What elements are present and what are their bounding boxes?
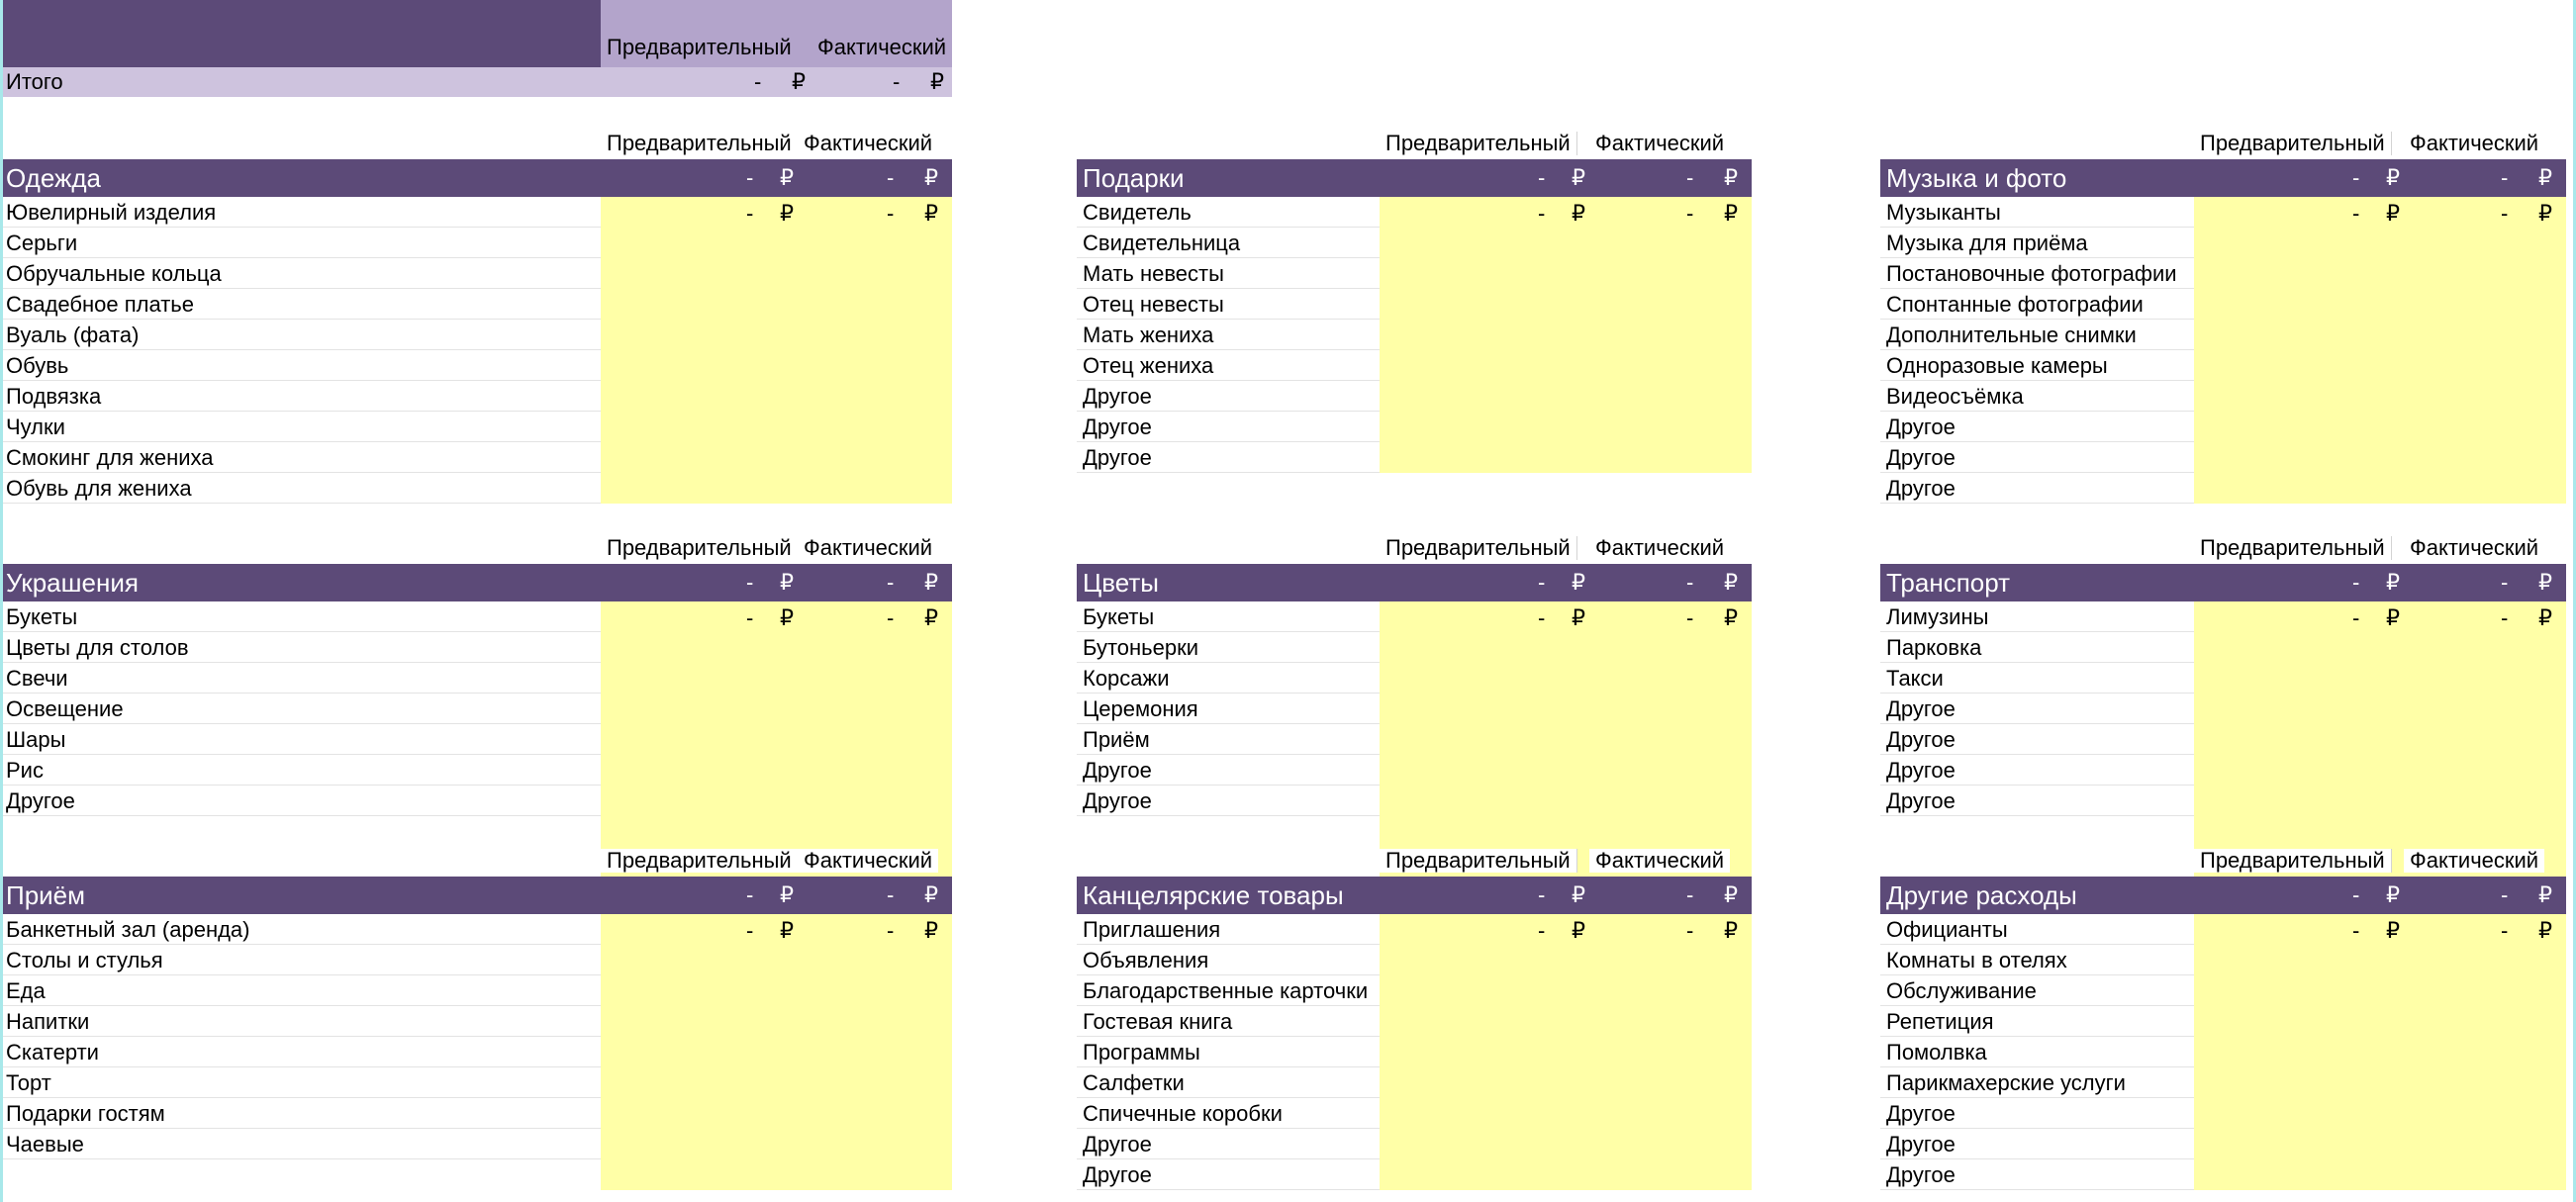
section-3-first-actual-currency: ₽	[924, 605, 938, 630]
section-8-title[interactable]: Другие расходы	[1880, 877, 2566, 914]
expense-item[interactable]: Другое	[1077, 786, 1380, 816]
section-2-actual-total-currency: ₽	[2538, 165, 2552, 190]
expense-item[interactable]: Скатерти	[0, 1037, 601, 1067]
section-3-col-planned[interactable]: Предварительный	[601, 536, 799, 560]
expense-item[interactable]: Другое	[1077, 1129, 1380, 1159]
section-0-title[interactable]: Одежда	[0, 159, 952, 197]
expense-item[interactable]: Рис	[0, 755, 601, 786]
expense-item[interactable]: Напитки	[0, 1006, 601, 1037]
section-4-first-planned[interactable]: -	[1538, 605, 1546, 630]
section-6-col-planned[interactable]: Предварительный	[601, 849, 799, 873]
expense-item[interactable]: Столы и стулья	[0, 945, 601, 975]
section-3-title[interactable]: Украшения	[0, 564, 952, 601]
expense-item[interactable]: Другое	[1077, 1159, 1380, 1190]
expense-item[interactable]: Чаевые	[0, 1129, 601, 1159]
expense-item[interactable]: Обслуживание	[1880, 975, 2194, 1006]
section-4-title[interactable]: Цветы	[1077, 564, 1752, 601]
section-5-planned-total-currency: ₽	[2386, 570, 2400, 595]
section-6-actual-total[interactable]: -	[887, 882, 895, 907]
section-7-first-actual-currency: ₽	[1724, 918, 1738, 943]
section-4-col-actual[interactable]: Фактический	[1589, 536, 1730, 560]
section-0-planned-total-currency: ₽	[780, 165, 794, 190]
expense-item[interactable]: Одноразовые камеры	[1880, 350, 2194, 381]
section-7-first-planned-currency: ₽	[1572, 918, 1585, 943]
section-4-planned-total-currency: ₽	[1572, 570, 1585, 595]
section-5-col-planned[interactable]: Предварительный	[2194, 536, 2392, 560]
expense-item[interactable]: Другое	[1880, 442, 2194, 473]
expense-item[interactable]: Другое	[1880, 1098, 2194, 1129]
section-7-title[interactable]: Канцелярские товары	[1077, 877, 1752, 914]
section-7-first-planned[interactable]: -	[1538, 918, 1546, 943]
section-8-first-actual[interactable]: -	[2501, 918, 2509, 943]
expense-item[interactable]: Благодарственные карточки	[1077, 975, 1380, 1006]
expense-item[interactable]: Видеосъёмка	[1880, 381, 2194, 412]
expense-item[interactable]: Другое	[1880, 473, 2194, 504]
section-5-title[interactable]: Транспорт	[1880, 564, 2566, 601]
section-3-first-planned-currency: ₽	[780, 605, 794, 630]
section-6-input-area[interactable]	[601, 914, 952, 1190]
section-2-first-planned-currency: ₽	[2386, 201, 2400, 226]
section-5-planned-total[interactable]: -	[2352, 570, 2360, 595]
summary-col-planned[interactable]: Предварительный	[607, 35, 792, 59]
expense-item[interactable]: Смокинг для жениха	[0, 442, 601, 473]
section-6-first-actual-currency: ₽	[924, 918, 938, 943]
section-8-first-planned-currency: ₽	[2386, 918, 2400, 943]
section-5-actual-total[interactable]: -	[2501, 570, 2509, 595]
expense-item[interactable]: Церемония	[1077, 693, 1380, 724]
expense-item[interactable]: Спичечные коробки	[1077, 1098, 1380, 1129]
section-1-first-planned[interactable]: -	[1538, 201, 1546, 226]
expense-item[interactable]: Другое	[1077, 381, 1380, 412]
expense-item[interactable]: Другое	[1077, 442, 1380, 473]
expense-item[interactable]: Цветы для столов	[0, 632, 601, 663]
section-3-input-area[interactable]	[601, 601, 952, 878]
section-7-planned-total-currency: ₽	[1572, 882, 1585, 907]
expense-item[interactable]: Шары	[0, 724, 601, 755]
section-7-actual-total[interactable]: -	[1686, 882, 1694, 907]
section-2-first-actual-currency: ₽	[2538, 201, 2552, 226]
section-7-col-planned[interactable]: Предварительный	[1380, 849, 1577, 873]
expense-item[interactable]: Другое	[1880, 693, 2194, 724]
section-0-first-actual-currency: ₽	[924, 201, 938, 226]
section-5-first-actual[interactable]: -	[2501, 605, 2509, 630]
expense-item[interactable]: Репетиция	[1880, 1006, 2194, 1037]
expense-item[interactable]: Программы	[1077, 1037, 1380, 1067]
section-0-actual-total[interactable]: -	[887, 165, 895, 190]
section-4-input-area[interactable]	[1380, 601, 1752, 878]
expense-item[interactable]: Спонтанные фотографии	[1880, 289, 2194, 320]
section-1-input-area[interactable]	[1380, 197, 1752, 473]
expense-item[interactable]: Мать невесты	[1077, 258, 1380, 289]
section-0-first-planned[interactable]: -	[746, 201, 754, 226]
expense-item[interactable]: Бутоньерки	[1077, 632, 1380, 663]
expense-item[interactable]: Объявления	[1077, 945, 1380, 975]
section-6-planned-total[interactable]: -	[746, 882, 754, 907]
section-8-input-area[interactable]	[2194, 914, 2566, 1190]
expense-item[interactable]: Музыка для приёма	[1880, 228, 2194, 258]
section-1-col-planned[interactable]: Предварительный	[1380, 132, 1577, 155]
section-8-actual-total-currency: ₽	[2538, 882, 2552, 907]
expense-item[interactable]: Чулки	[0, 412, 601, 442]
expense-item[interactable]: Такси	[1880, 663, 2194, 693]
section-6-first-planned-currency: ₽	[780, 918, 794, 943]
expense-item[interactable]: Другое	[1880, 1129, 2194, 1159]
section-1-title[interactable]: Подарки	[1077, 159, 1752, 197]
section-4-actual-total[interactable]: -	[1686, 570, 1694, 595]
section-5-first-planned-currency: ₽	[2386, 605, 2400, 630]
section-0-input-area[interactable]	[601, 197, 952, 504]
expense-item[interactable]: Вуаль (фата)	[0, 320, 601, 350]
expense-item[interactable]: Музыканты	[1880, 197, 2194, 228]
expense-item[interactable]: Другое	[0, 786, 601, 816]
expense-item[interactable]: Официанты	[1880, 914, 2194, 945]
section-2-col-actual[interactable]: Фактический	[2404, 132, 2544, 155]
section-2-planned-total[interactable]: -	[2352, 165, 2360, 190]
expense-item[interactable]: Свидетель	[1077, 197, 1380, 228]
section-6-col-actual[interactable]: Фактический	[798, 849, 938, 873]
expense-item[interactable]: Букеты	[0, 601, 601, 632]
section-1-actual-total[interactable]: -	[1686, 165, 1694, 190]
section-0-col-actual[interactable]: Фактический	[798, 132, 938, 155]
expense-item[interactable]: Серьги	[0, 228, 601, 258]
section-2-actual-total[interactable]: -	[2501, 165, 2509, 190]
section-3-actual-total-currency: ₽	[924, 570, 938, 595]
expense-item[interactable]: Мать жениха	[1077, 320, 1380, 350]
section-2-first-actual[interactable]: -	[2501, 201, 2509, 226]
summary-total-label[interactable]: Итого	[6, 69, 63, 94]
section-0-first-actual[interactable]: -	[887, 201, 895, 226]
section-4-actual-total-currency: ₽	[1724, 570, 1738, 595]
section-2-input-area[interactable]	[2194, 197, 2566, 504]
expense-item[interactable]: Свадебное платье	[0, 289, 601, 320]
section-7-first-actual[interactable]: -	[1686, 918, 1694, 943]
section-5-first-actual-currency: ₽	[2538, 605, 2552, 630]
section-4-col-planned[interactable]: Предварительный	[1380, 536, 1577, 560]
section-8-first-planned[interactable]: -	[2352, 918, 2360, 943]
expense-item[interactable]: Комнаты в отелях	[1880, 945, 2194, 975]
expense-item[interactable]: Отец невесты	[1077, 289, 1380, 320]
section-3-col-actual[interactable]: Фактический	[798, 536, 938, 560]
expense-item[interactable]: Гостевая книга	[1077, 1006, 1380, 1037]
section-6-first-actual[interactable]: -	[887, 918, 895, 943]
expense-item[interactable]: Свидетельница	[1077, 228, 1380, 258]
section-3-first-planned[interactable]: -	[746, 605, 754, 630]
section-2-title[interactable]: Музыка и фото	[1880, 159, 2566, 197]
summary-planned-currency: ₽	[792, 69, 806, 94]
section-7-input-area[interactable]	[1380, 914, 1752, 1190]
section-1-first-planned-currency: ₽	[1572, 201, 1585, 226]
section-4-first-planned-currency: ₽	[1572, 605, 1585, 630]
expense-item[interactable]: Корсажи	[1077, 663, 1380, 693]
section-4-planned-total[interactable]: -	[1538, 570, 1546, 595]
section-3-planned-total-currency: ₽	[780, 570, 794, 595]
expense-item[interactable]: Помолвка	[1880, 1037, 2194, 1067]
summary-planned-amount[interactable]: -	[754, 69, 762, 94]
expense-item[interactable]: Другое	[1880, 1159, 2194, 1190]
section-8-first-actual-currency: ₽	[2538, 918, 2552, 943]
expense-item[interactable]: Обувь	[0, 350, 601, 381]
section-8-col-planned[interactable]: Предварительный	[2194, 849, 2392, 873]
expense-item[interactable]: Подарки гостям	[0, 1098, 601, 1129]
section-5-actual-total-currency: ₽	[2538, 570, 2552, 595]
section-7-planned-total[interactable]: -	[1538, 882, 1546, 907]
section-6-planned-total-currency: ₽	[780, 882, 794, 907]
section-3-actual-total[interactable]: -	[887, 570, 895, 595]
expense-item[interactable]: Ювелирный изделия	[0, 197, 601, 228]
section-4-first-actual[interactable]: -	[1686, 605, 1694, 630]
expense-item[interactable]: Парикмахерские услуги	[1880, 1067, 2194, 1098]
section-1-first-actual[interactable]: -	[1686, 201, 1694, 226]
section-1-planned-total[interactable]: -	[1538, 165, 1546, 190]
section-2-first-planned[interactable]: -	[2352, 201, 2360, 226]
section-6-title[interactable]: Приём	[0, 877, 952, 914]
summary-col-actual[interactable]: Фактический	[817, 35, 947, 59]
expense-item[interactable]: Освещение	[0, 693, 601, 724]
section-5-first-planned[interactable]: -	[2352, 605, 2360, 630]
expense-item[interactable]: Отец жениха	[1077, 350, 1380, 381]
section-7-actual-total-currency: ₽	[1724, 882, 1738, 907]
section-8-planned-total-currency: ₽	[2386, 882, 2400, 907]
expense-item[interactable]: Банкетный зал (аренда)	[0, 914, 601, 945]
summary-header-band	[0, 0, 601, 67]
expense-item[interactable]: Салфетки	[1077, 1067, 1380, 1098]
expense-item[interactable]: Еда	[0, 975, 601, 1006]
expense-item[interactable]: Обувь для жениха	[0, 473, 601, 504]
expense-item[interactable]: Другое	[1880, 724, 2194, 755]
expense-item[interactable]: Дополнительные снимки	[1880, 320, 2194, 350]
section-1-planned-total-currency: ₽	[1572, 165, 1585, 190]
expense-item[interactable]: Другое	[1880, 412, 2194, 442]
section-1-col-actual[interactable]: Фактический	[1589, 132, 1730, 155]
expense-item[interactable]: Другое	[1880, 786, 2194, 816]
section-0-col-planned[interactable]: Предварительный	[601, 132, 799, 155]
section-1-first-actual-currency: ₽	[1724, 201, 1738, 226]
section-5-input-area[interactable]	[2194, 601, 2566, 878]
section-2-planned-total-currency: ₽	[2386, 165, 2400, 190]
expense-item[interactable]: Букеты	[1077, 601, 1380, 632]
expense-item[interactable]: Приглашения	[1077, 914, 1380, 945]
section-0-actual-total-currency: ₽	[924, 165, 938, 190]
section-8-planned-total[interactable]: -	[2352, 882, 2360, 907]
section-6-first-planned[interactable]: -	[746, 918, 754, 943]
summary-total-row	[0, 67, 952, 97]
section-8-actual-total[interactable]: -	[2501, 882, 2509, 907]
section-1-actual-total-currency: ₽	[1724, 165, 1738, 190]
section-0-planned-total[interactable]: -	[746, 165, 754, 190]
expense-item[interactable]: Парковка	[1880, 632, 2194, 663]
expense-item[interactable]: Другое	[1077, 412, 1380, 442]
section-2-col-planned[interactable]: Предварительный	[2194, 132, 2392, 155]
section-8-col-actual[interactable]: Фактический	[2404, 849, 2544, 873]
expense-item[interactable]: Обручальные кольца	[0, 258, 601, 289]
expense-item[interactable]: Торт	[0, 1067, 601, 1098]
expense-item[interactable]: Подвязка	[0, 381, 601, 412]
sheet-left-edge	[0, 0, 3, 1202]
section-4-first-actual-currency: ₽	[1724, 605, 1738, 630]
expense-item[interactable]: Постановочные фотографии	[1880, 258, 2194, 289]
expense-item[interactable]: Лимузины	[1880, 601, 2194, 632]
expense-item[interactable]: Свечи	[0, 663, 601, 693]
expense-item[interactable]: Другое	[1077, 755, 1380, 786]
expense-item[interactable]: Приём	[1077, 724, 1380, 755]
section-0-first-planned-currency: ₽	[780, 201, 794, 226]
summary-actual-amount[interactable]: -	[893, 69, 901, 94]
section-5-col-actual[interactable]: Фактический	[2404, 536, 2544, 560]
section-3-first-actual[interactable]: -	[887, 605, 895, 630]
section-6-actual-total-currency: ₽	[924, 882, 938, 907]
summary-actual-currency: ₽	[930, 69, 944, 94]
expense-item[interactable]: Другое	[1880, 755, 2194, 786]
section-3-planned-total[interactable]: -	[746, 570, 754, 595]
section-7-col-actual[interactable]: Фактический	[1589, 849, 1730, 873]
